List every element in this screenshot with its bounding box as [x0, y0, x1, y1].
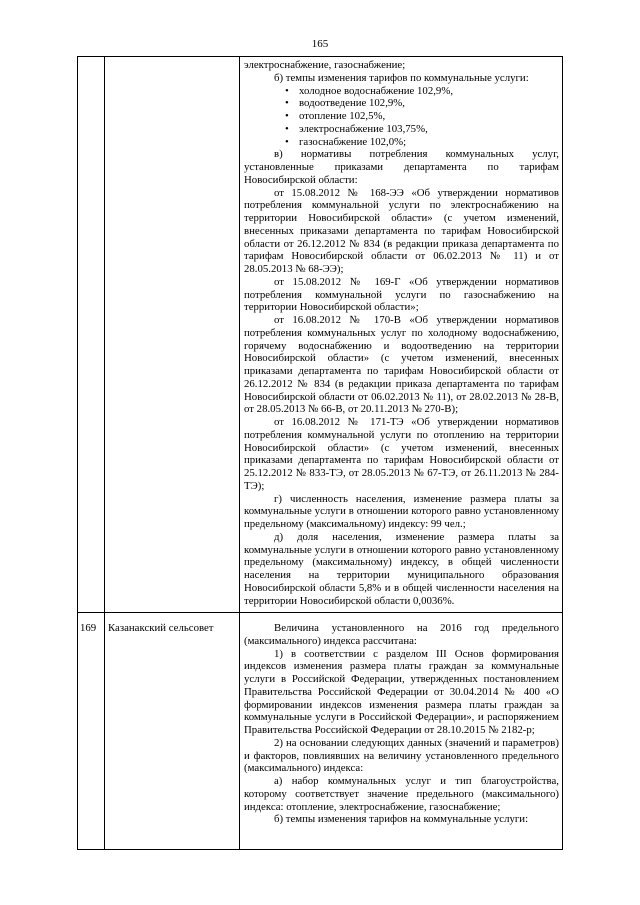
paragraph: 2) на основании следующих данных (значений и параметров) и факторов, повлиявших на величину установленного предельного (максимального) индекса: [244, 736, 559, 775]
paragraph: электроснабжение, газоснабжение; [244, 59, 406, 71]
row-divider [78, 612, 562, 613]
list-item: • электроснабжение 103,75%, [299, 123, 559, 136]
list-item: • холодное водоснабжение 102,9%, [299, 85, 559, 98]
paragraph: д) доля населения, изменение размера платы за коммунальные услуги в отношении которого равно установленному предельному (максимальному) индексу, в общей численности населения на территории муниципального образования Новосибирской области 5,8% и в общей численности населения на территории Новосибирской области 0,0036%. [244, 530, 559, 607]
paragraph: а) набор коммунальных услуг и тип благоустройства, которому соответствует значение предельного (максимального) индекса: отопление, электроснабжение, газоснабжение; [244, 775, 559, 813]
page-number: 165 [311, 38, 329, 50]
list-item: • водоотведение 102,9%, [299, 97, 559, 110]
row-169-content [244, 622, 559, 826]
row-number: 169 [80, 622, 97, 634]
paragraph: б) темпы изменения тарифов по коммунальные услуги: [274, 71, 529, 84]
paragraph: г) численность населения, изменение размера платы за коммунальные услуги в отношении которого равно установленному предельному (максимальному) индексу: 99 чел.; [244, 492, 559, 530]
paragraph: от 15.08.2012 № 169-Г «Об утверждении нормативов потребления коммунальной услуги по газоснабжению на территории Новосибирской области»; [244, 275, 559, 314]
municipality-name: Казанакский сельсовет [108, 622, 214, 634]
paragraph: в) нормативы потребления коммунальных услуг, установленные приказами департамента по тарифам Новосибирской области: [244, 148, 559, 186]
list-item: • газоснабжение 102,0%; [299, 136, 559, 149]
tariff-list [244, 85, 559, 149]
column-divider [104, 57, 105, 849]
paragraph: от 16.08.2012 № 171-ТЭ «Об утверждении нормативов потребления коммунальной услуги по отоплению на территории Новосибирской области» (с учетом изменений, внесенных приказами департамента по тарифам Новосибирской области от 25.12.2012 № 833-ТЭ, от 28.05.2013 № 67-ТЭ, от 26.11.2013 № 284-ТЭ); [244, 416, 559, 492]
indices-table [77, 56, 563, 850]
paragraph: от 15.08.2012 № 168-ЭЭ «Об утверждении нормативов потребления коммунальной услуги по электроснабжению на территории Новосибирской области» (с учетом изменений, внесенных приказами департамента по тарифам Новосибирской области от 26.12.2012 № 834 (в редакции приказа департамента по тарифам Новосибирской области от 06.02.2013 № 11) и от 28.05.2013 № 68-ЭЭ); [244, 186, 559, 275]
column-divider [239, 57, 240, 849]
list-item: • отопление 102,5%, [299, 110, 559, 123]
paragraph: б) темпы изменения тарифов на коммунальные услуги: [274, 813, 529, 826]
row-prev-content [244, 59, 559, 607]
paragraph: от 16.08.2012 № 170-В «Об утверждении нормативов потребления коммунальных услуг по холодному водоснабжению, горячему водоснабжению и водоотведению на территории Новосибирской области» (с учетом изменений, внесенных приказами департамента по тарифам Новосибирской области от 26.12.2012 № 834 (в редакции приказа департамента по тарифам Новосибирской области от 06.02.2013 № 11), от 28.02.2013 № 28-В, от 28.05.2013 № 66-В, от 20.11.2013 № 270-В); [244, 314, 559, 416]
paragraph: 1) в соответствии с разделом III Основ формирования индексов изменения размера платы граждан за коммунальные услуги в Российской Федерации, утвержденных постановлением Правительства Российской Федерации от 30.04.2014 № 400 «О формировании индексов изменения размера платы граждан за коммунальные услуги в Российской Федерации», и распоряжением Правительства Российской Федерации от 28.10.2015 № 2182-р; [244, 647, 559, 736]
paragraph: Величина установленного на 2016 год предельного (максимального) индекса рассчитана: [244, 622, 559, 647]
